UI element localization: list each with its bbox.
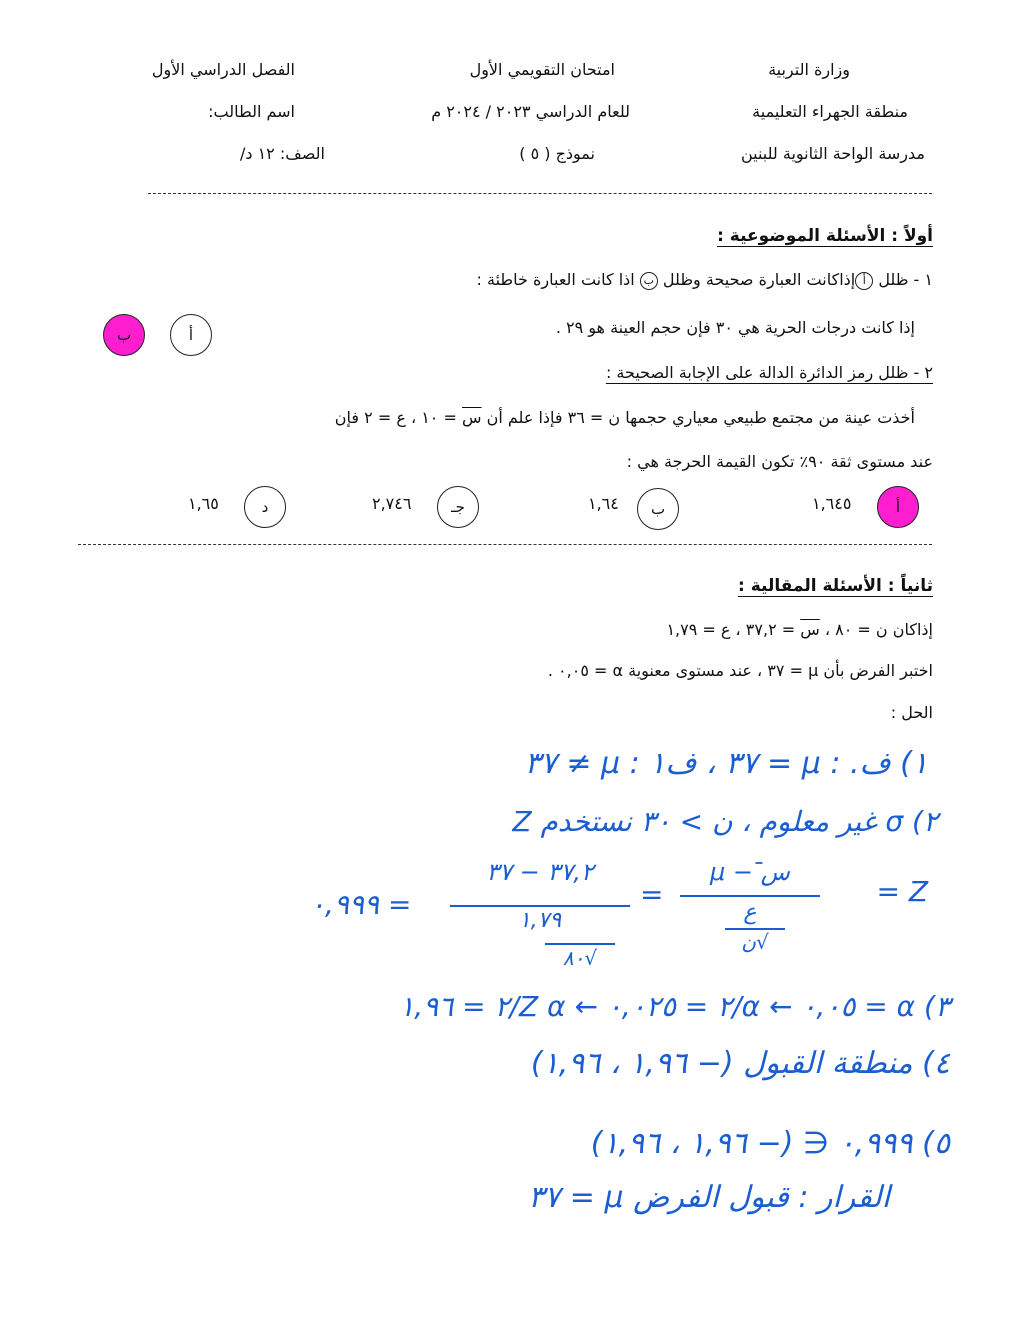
hw-frac2-den2: √٨٠ xyxy=(562,946,598,970)
true-circle-icon: أ xyxy=(855,272,873,290)
hw-step3: ٣) α = ٠,٠٥ ← α/٢ = ٠,٠٢٥ ← Z α/٢ = ١,٩٦ xyxy=(399,990,950,1023)
given-b: = ٣٧,٢ ، ع = ١,٧٩ xyxy=(666,620,796,639)
hw-step1: ١) ف. : μ = ٣٧ ، ف١ : μ ≠ ٣٧ xyxy=(524,746,928,781)
hw-step2: ٢) σ غير معلوم ، ن > ٣٠ نستخدم Z xyxy=(512,805,938,838)
hw-z-label: Z = xyxy=(876,875,928,908)
choice-a-selected[interactable]: أ xyxy=(877,486,919,528)
choice-b[interactable]: ب xyxy=(637,488,679,530)
exam-title: امتحان التقويمي الأول xyxy=(469,60,615,79)
hw-decision: القرار : قبول الفرض μ = ٣٧ xyxy=(528,1180,890,1215)
q2-text-line2: عند مستوى ثقة ٩٠٪ تكون القيمة الحرجة هي : xyxy=(626,452,933,471)
hw-frac2-bar xyxy=(450,905,630,907)
choice-a-value: ١,٦٤٥ xyxy=(812,494,852,513)
choice-d-value: ١,٦٥ xyxy=(188,494,219,513)
hypothesis-statement: اختبر الفرض بأن μ = ٣٧ ، عند مستوى معنوية α = ٠,٠٥ . xyxy=(547,661,933,680)
section-divider xyxy=(78,544,932,545)
hw-frac1-den: ع xyxy=(743,900,757,925)
q1-option-a[interactable]: أ xyxy=(170,314,212,356)
hw-equals-1: = xyxy=(640,878,664,911)
section2-title: ثانياً : الأسئلة المقالية : xyxy=(738,576,933,596)
choice-d[interactable]: د xyxy=(244,486,286,528)
district: منطقة الجهراء التعليمية xyxy=(752,102,908,121)
false-circle-icon: ب xyxy=(640,272,658,290)
class-label: الصف: ١٢ د/ xyxy=(239,144,325,163)
hw-frac2-subbar xyxy=(545,943,615,945)
q1-instruction-c: اذا كانت العبارة خاطئة : xyxy=(476,270,635,289)
choice-b-value: ١,٦٤ xyxy=(588,494,619,513)
hw-z-result: = ٠,٩٩٩ xyxy=(310,888,412,921)
given-data xyxy=(666,620,933,639)
model-number: نموذج ( ٥ ) xyxy=(519,144,595,163)
given-xbar-symbol: س xyxy=(800,620,820,639)
q2-text xyxy=(335,408,915,427)
solution-label: الحل : xyxy=(890,703,933,722)
ministry: وزارة التربية xyxy=(768,60,850,79)
choice-c[interactable]: جـ xyxy=(437,486,479,528)
q1-option-b-selected[interactable]: ب xyxy=(103,314,145,356)
hw-frac2-num: ٣٧,٢ − ٣٧ xyxy=(486,858,594,886)
semester: الفصل الدراسي الأول xyxy=(151,60,295,79)
given-a: إذاكان ن = ٨٠ ، xyxy=(824,620,933,639)
hw-frac2-den: ١,٧٩ xyxy=(518,908,562,933)
q1-instruction-b: إذاكانت العبارة صحيحة وظلل xyxy=(662,270,856,289)
header-divider xyxy=(148,193,932,194)
hw-step4: ٤) منطقة القبول (− ١,٩٦ ، ١,٩٦) xyxy=(530,1046,950,1081)
q1-instruction xyxy=(477,270,933,290)
student-name-label: اسم الطالب: xyxy=(208,102,295,121)
academic-year: للعام الدراسي ٢٠٢٣ / ٢٠٢٤ م xyxy=(431,102,630,121)
q2-text-a: أخذت عينة من مجتمع طبيعي معياري حجمها ن = ٣٦ فإذا علم أن xyxy=(486,408,915,427)
hw-frac1-den2: √ن xyxy=(741,930,769,954)
q1-instruction-a: ١ - ظلل xyxy=(878,270,933,289)
hw-step5: ٥) ٠,٩٩٩ ∈ (− ١,٩٦ ، ١,٩٦) xyxy=(590,1126,950,1161)
q2-text-b: = ١٠ ، ع = ٢ فإن xyxy=(334,408,457,427)
school-name: مدرسة الواحة الثانوية للبنين xyxy=(740,144,925,163)
hw-frac1-num: س̄ − μ xyxy=(710,858,790,886)
choice-c-value: ٢,٧٤٦ xyxy=(372,494,412,513)
section1-title: أولاً : الأسئلة الموضوعية : xyxy=(717,226,933,246)
xbar-symbol: س xyxy=(461,408,482,427)
hw-frac1-bar xyxy=(680,895,820,897)
q2-instruction: ٢ - ظلل رمز الدائرة الدالة على الإجابة الصحيحة : xyxy=(605,363,933,382)
q1-statement: إذا كانت درجات الحرية هي ٣٠ فإن حجم العينة هو ٢٩ . xyxy=(555,318,915,337)
